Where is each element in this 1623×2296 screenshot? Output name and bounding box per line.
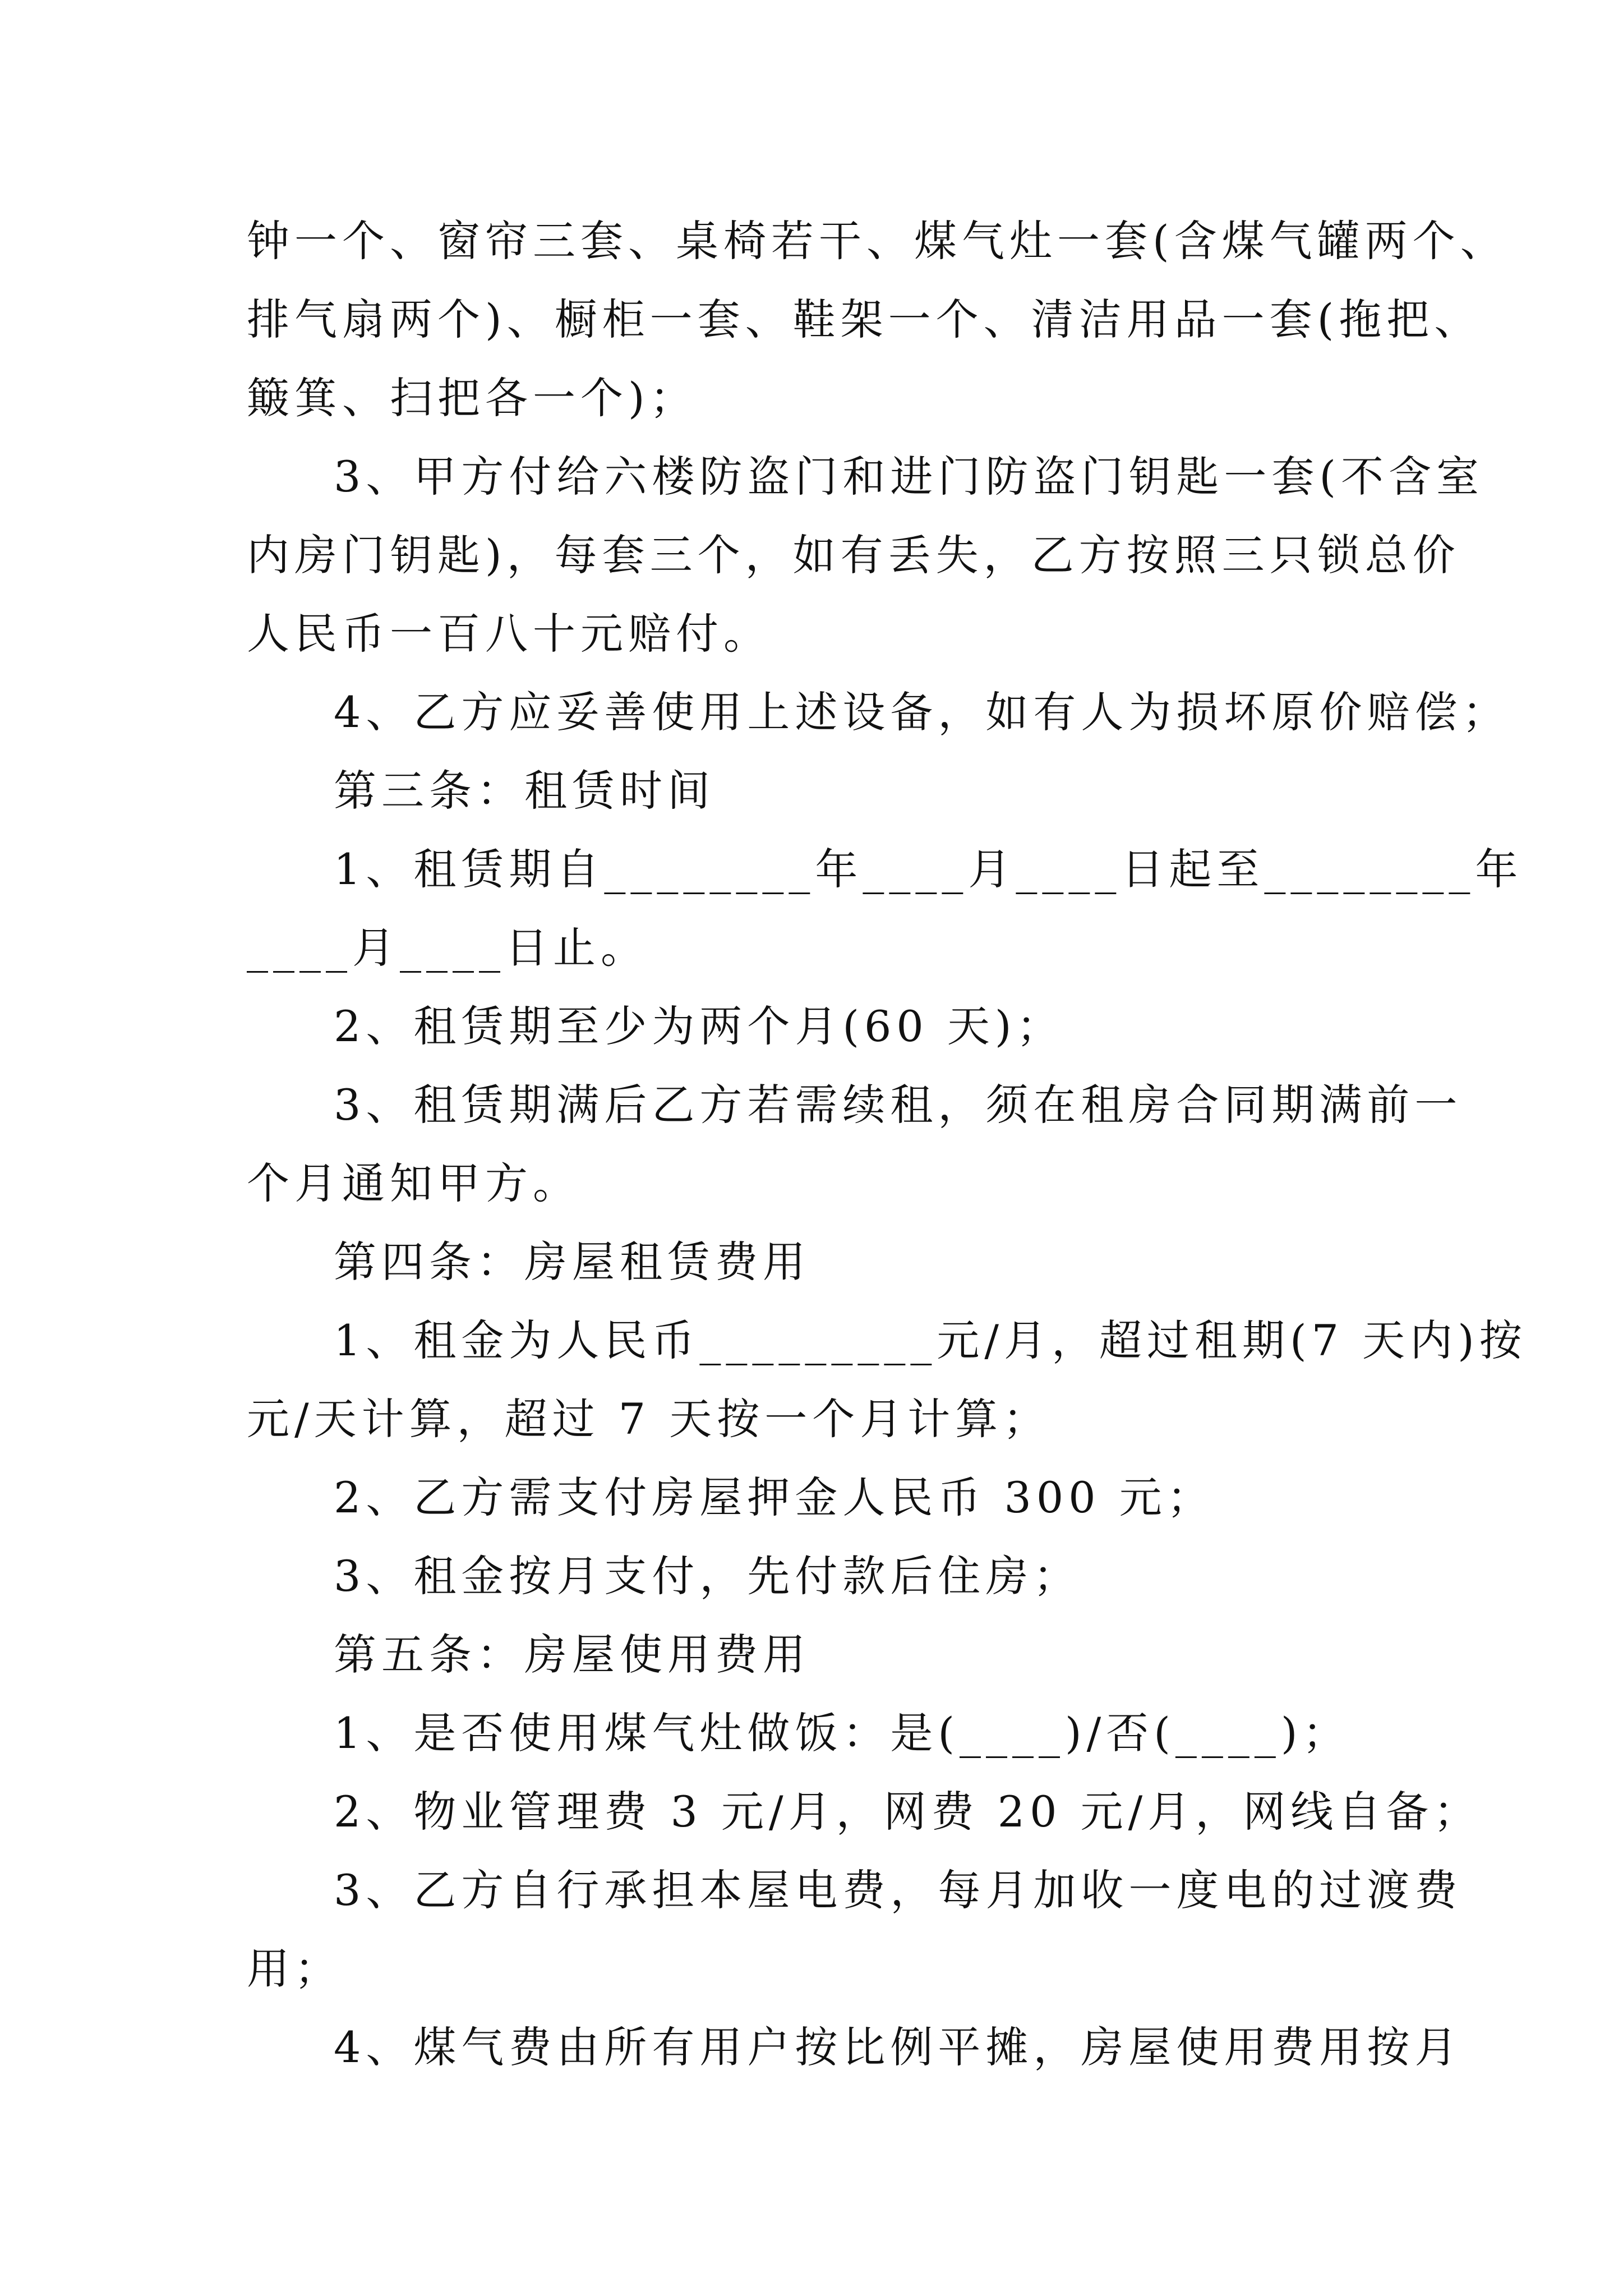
text-line: ____月____日止。 — [247, 923, 648, 973]
section-heading: 第四条：房屋租赁费用 — [334, 1237, 810, 1287]
paragraph-line: 1、租赁期自________年____月____日起至________年 — [334, 844, 1523, 894]
paragraph-line: 4、乙方应妥善使用上述设备，如有人为损坏原价赔偿； — [334, 687, 1510, 737]
text-line: 钟一个、窗帘三套、桌椅若干、煤气灶一套(含煤气罐两个、 — [247, 216, 1508, 266]
paragraph-line: 2、乙方需支付房屋押金人民币 300 元； — [334, 1473, 1215, 1522]
document-body — [247, 202, 1527, 2087]
paragraph-line: 3、租金按月支付，先付款后住房； — [334, 1551, 1081, 1601]
paragraph-line: 1、是否使用煤气灶做饭：是(____)/否(____)； — [334, 1708, 1350, 1758]
text-line: 元/天计算，超过 7 天按一个月计算； — [247, 1394, 1051, 1444]
paragraph-line: 4、煤气费由所有用户按比例平摊，房屋使用费用按月 — [334, 2022, 1463, 2072]
section-heading: 第五条：房屋使用费用 — [334, 1630, 810, 1680]
paragraph-line: 2、租赁期至少为两个月(60 天)； — [334, 1001, 1064, 1051]
section-heading: 第三条：租赁时间 — [334, 766, 715, 816]
text-line: 用； — [247, 1944, 342, 1994]
paragraph-line: 1、租金为人民币_________元/月，超过租期(7 天内)按 — [334, 1315, 1527, 1365]
text-line: 排气扇两个)、橱柜一套、鞋架一个、清洁用品一套(拖把、 — [247, 295, 1482, 344]
text-line: 个月通知甲方。 — [247, 1158, 580, 1208]
paragraph-line: 3、甲方付给六楼防盗门和进门防盗门钥匙一套(不含室 — [334, 452, 1484, 501]
text-line: 人民币一百八十元赔付。 — [247, 609, 771, 659]
text-line: 簸箕、扫把各一个)； — [247, 373, 698, 423]
paragraph-line: 3、乙方自行承担本屋电费，每月加收一度电的过渡费 — [334, 1865, 1463, 1915]
paragraph-line: 2、物业管理费 3 元/月，网费 20 元/月，网线自备； — [334, 1787, 1482, 1837]
paragraph-line: 3、租赁期满后乙方若需续租，须在租房合同期满前一 — [334, 1080, 1463, 1130]
text-line: 内房门钥匙)，每套三个，如有丢失，乙方按照三只锁总价 — [247, 530, 1460, 580]
